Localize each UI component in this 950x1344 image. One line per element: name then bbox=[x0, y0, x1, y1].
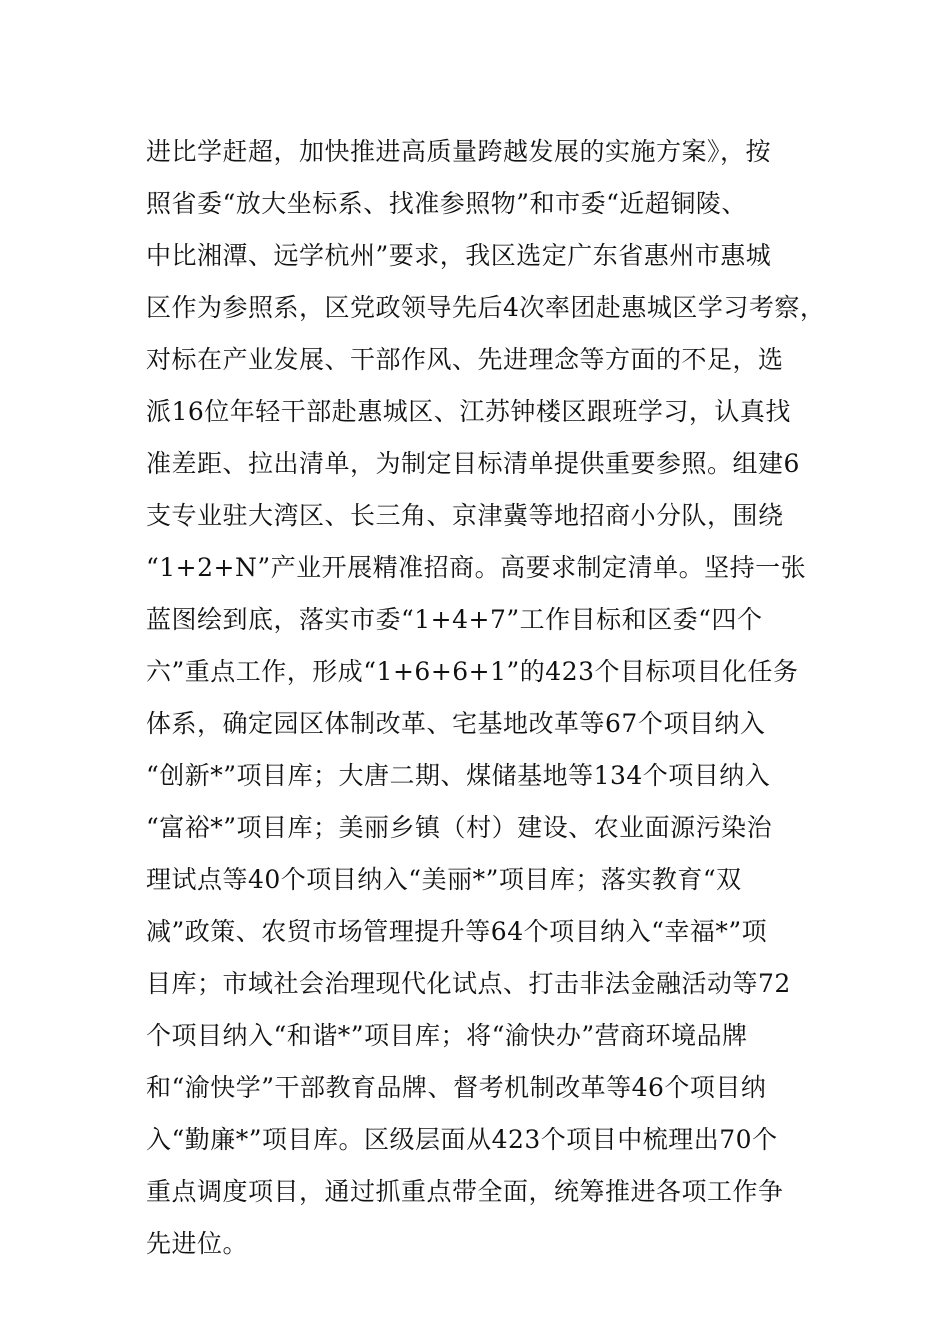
text-line: 和“渝快学”干部教育品牌、督考机制改革等46个项目纳 bbox=[146, 1073, 767, 1102]
text-line: 减”政策、农贸市场管理提升等64个项目纳入“幸福*”项 bbox=[146, 917, 768, 946]
text-line: “创新*”项目库；大唐二期、煤储基地等134个项目纳入 bbox=[146, 761, 771, 790]
text-line: 支专业驻大湾区、长三角、京津冀等地招商小分队，围绕 bbox=[146, 501, 784, 530]
text-line: 个项目纳入“和谐*”项目库；将“渝快办”营商环境品牌 bbox=[146, 1021, 748, 1050]
text-line: 理试点等40个项目纳入“美丽*”项目库；落实教育“双 bbox=[146, 865, 742, 894]
text-line: 对标在产业发展、干部作风、先进理念等方面的不足，选 bbox=[146, 345, 784, 374]
text-line: 进比学赶超，加快推进高质量跨越发展的实施方案》，按 bbox=[146, 137, 772, 166]
text-line: 目库；市域社会治理现代化试点、打击非法金融活动等72 bbox=[146, 969, 791, 998]
text-line: 蓝图绘到底，落实市委“1+4+7”工作目标和区委“四个 bbox=[146, 605, 763, 634]
text-line: 准差距、拉出清单，为制定目标清单提供重要参照。组建6 bbox=[146, 449, 800, 478]
text-line: 区作为参照系，区党政领导先后4次率团赴惠城区学习考察， bbox=[146, 293, 826, 322]
text-line: “富裕*”项目库；美丽乡镇（村）建设、农业面源污染治 bbox=[146, 813, 773, 842]
text-line: 先进位。 bbox=[146, 1229, 249, 1258]
text-line: 派16位年轻干部赴惠城区、江苏钟楼区跟班学习，认真找 bbox=[146, 397, 791, 426]
text-line: 体系，确定园区体制改革、宅基地改革等67个项目纳入 bbox=[146, 709, 766, 738]
text-line: 中比湘潭、远学杭州”要求，我区选定广东省惠州市惠城 bbox=[146, 241, 772, 270]
text-line: 照省委“放大坐标系、找准参照物”和市委“近超铜陵、 bbox=[146, 189, 747, 218]
text-line: 入“勤廉*”项目库。区级层面从423个项目中梳理出70个 bbox=[146, 1125, 778, 1154]
text-line: 六”重点工作，形成“1+6+6+1”的423个目标项目化任务 bbox=[146, 657, 799, 686]
text-line: 重点调度项目，通过抓重点带全面，统筹推进各项工作争 bbox=[146, 1177, 784, 1206]
text-line: “1+2+N”产业开展精准招商。高要求制定清单。坚持一张 bbox=[146, 553, 807, 582]
body-text bbox=[146, 132, 836, 1276]
